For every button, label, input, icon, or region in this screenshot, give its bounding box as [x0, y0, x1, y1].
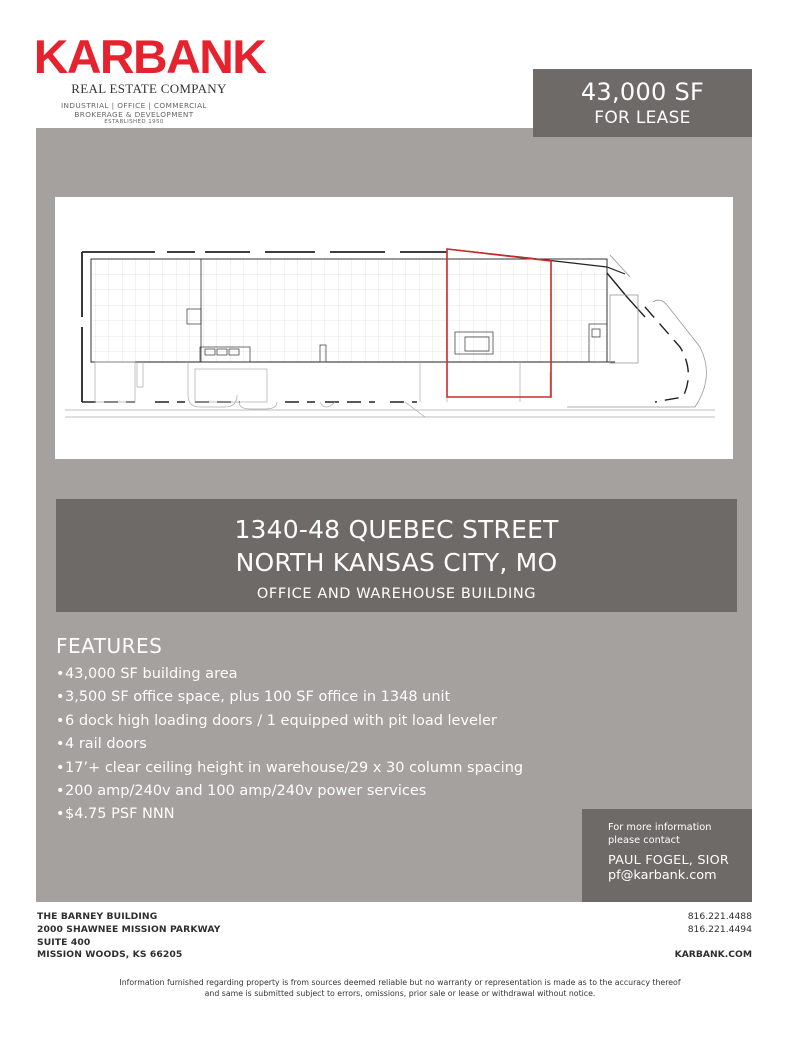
disclaimer-line-1: Information furnished regarding property is from sources deemed reliable but no warranty or representation is made as to the accuracy thereof — [119, 978, 681, 987]
contact-box — [582, 809, 752, 902]
address-building: THE BARNEY BUILDING — [37, 911, 158, 922]
badge-size: 43,000 SF — [580, 78, 705, 106]
feature-text: 43,000 SF building area — [65, 666, 238, 682]
feature-item — [56, 686, 523, 709]
contact-email-link[interactable]: pf@karbank.com — [608, 868, 717, 883]
phone-secondary[interactable]: 816.221.4494 — [687, 923, 752, 935]
site-plan-image — [55, 197, 733, 459]
feature-text: 6 dock high loading doors / 1 equipped with pit load leveler — [65, 712, 497, 729]
bullet-icon: • — [56, 689, 65, 706]
phone-primary[interactable]: 816.221.4488 — [687, 911, 752, 922]
bullet-icon: • — [56, 666, 65, 682]
address-city-line: MISSION WOODS, KS 66205 — [37, 949, 183, 961]
contact-name: PAUL FOGEL, SIOR — [608, 853, 729, 868]
logo-tagline: BROKERAGE & DEVELOPMENT — [74, 110, 194, 119]
legal-disclaimer — [0, 978, 800, 999]
address-street-line: 2000 SHAWNEE MISSION PARKWAY — [37, 923, 221, 935]
feature-item — [56, 757, 523, 780]
feature-item — [56, 733, 523, 756]
bullet-icon: • — [56, 759, 65, 776]
company-logo — [33, 30, 266, 125]
website-link[interactable]: KARBANK.COM — [674, 948, 752, 960]
logo-established: ESTABLISHED 1950 — [104, 119, 164, 125]
features-section — [56, 634, 523, 827]
contact-intro-2: please contact — [608, 834, 680, 846]
bullet-icon: • — [56, 736, 65, 753]
office-address — [37, 911, 220, 962]
office-contact — [675, 911, 752, 961]
features-list — [56, 663, 523, 827]
contact-intro-1: For more information — [608, 822, 712, 833]
floor-plan-drawing — [55, 197, 733, 459]
disclaimer-line-2: and same is submitted subject to errors, omissions, prior sale or lease or withdrawal without notice. — [204, 988, 596, 998]
logo-wordmark: KARBANK — [33, 30, 266, 83]
address-city: NORTH KANSAS CITY, MO — [235, 548, 558, 577]
address-suite: SUITE 400 — [37, 936, 91, 948]
feature-item — [56, 663, 523, 686]
feature-item — [56, 710, 523, 733]
bullet-icon: • — [56, 712, 65, 729]
feature-text: 3,500 SF office space, plus 100 SF office in 1348 unit — [65, 689, 451, 706]
feature-text: 17’+ clear ceiling height in warehouse/29 x 30 column spacing — [65, 759, 524, 776]
feature-item — [56, 803, 523, 826]
features-heading: FEATURES — [56, 634, 163, 658]
feature-text: $4.75 PSF NNN — [65, 806, 175, 823]
logo-subtitle: REAL ESTATE COMPANY — [71, 81, 227, 96]
bullet-icon: • — [56, 783, 65, 800]
property-title-banner — [56, 499, 737, 612]
feature-item — [56, 780, 523, 803]
feature-text: 4 rail doors — [65, 736, 147, 753]
address-street: 1340-48 QUEBEC STREET — [234, 515, 559, 544]
bullet-icon: • — [56, 806, 65, 823]
size-badge — [533, 69, 752, 137]
feature-text: 200 amp/240v and 100 amp/240v power services — [65, 783, 427, 800]
logo-services: INDUSTRIAL | OFFICE | COMMERCIAL — [61, 101, 207, 110]
property-type: OFFICE AND WAREHOUSE BUILDING — [256, 586, 537, 602]
badge-status: FOR LEASE — [594, 108, 691, 128]
